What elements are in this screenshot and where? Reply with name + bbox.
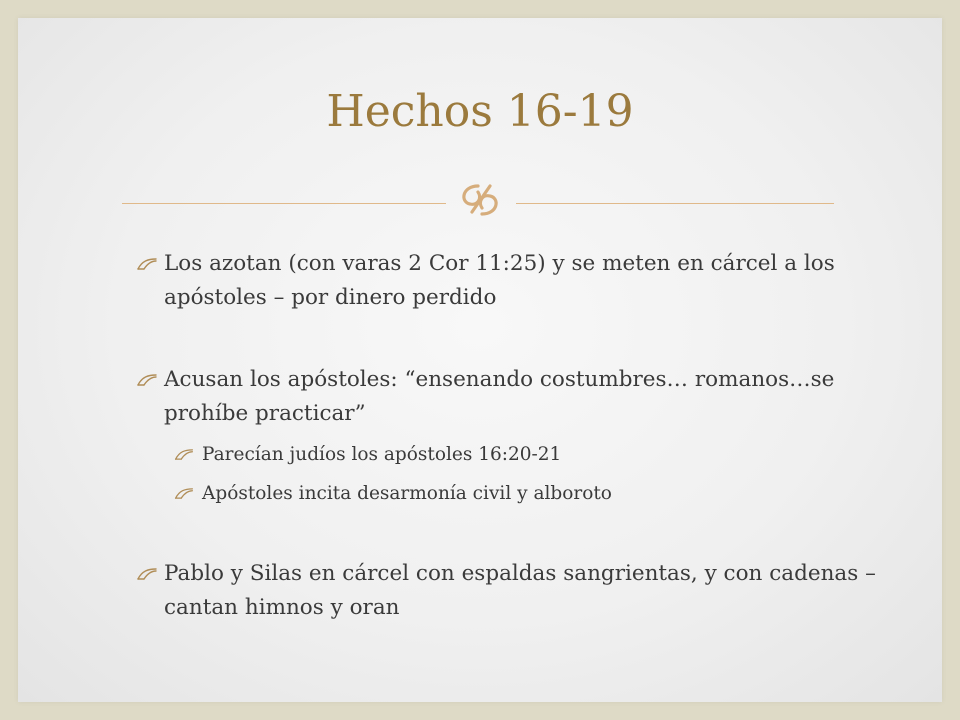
bullet-item	[130, 247, 890, 315]
bullet-item	[130, 557, 890, 625]
slide-title: Hechos 16-19	[326, 86, 634, 137]
bullet-text: Acusan los apóstoles: “ensenando costumbres… romanos…se prohíbe practicar”	[164, 367, 835, 426]
quill-bullet-icon	[130, 257, 164, 271]
bullet-text: Los azotan (con varas 2 Cor 11:25) y se meten en cárcel a los apóstoles – por dinero perdido	[164, 251, 835, 310]
bullet-item	[130, 363, 890, 431]
sub-bullet-text: Apóstoles incita desarmonía civil y alboroto	[202, 483, 612, 504]
quill-bullet-icon	[166, 448, 202, 461]
sub-bullet-text: Parecían judíos los apóstoles 16:20-21	[202, 444, 562, 465]
quill-bullet-icon	[130, 373, 164, 387]
sub-bullet-item	[166, 480, 866, 508]
quill-bullet-icon	[166, 487, 202, 500]
bullet-text: Pablo y Silas en cárcel con espaldas sangrientas, y con cadenas – cantan himnos y oran	[164, 561, 876, 620]
quill-bullet-icon	[130, 567, 164, 581]
sub-bullet-item	[166, 441, 866, 469]
